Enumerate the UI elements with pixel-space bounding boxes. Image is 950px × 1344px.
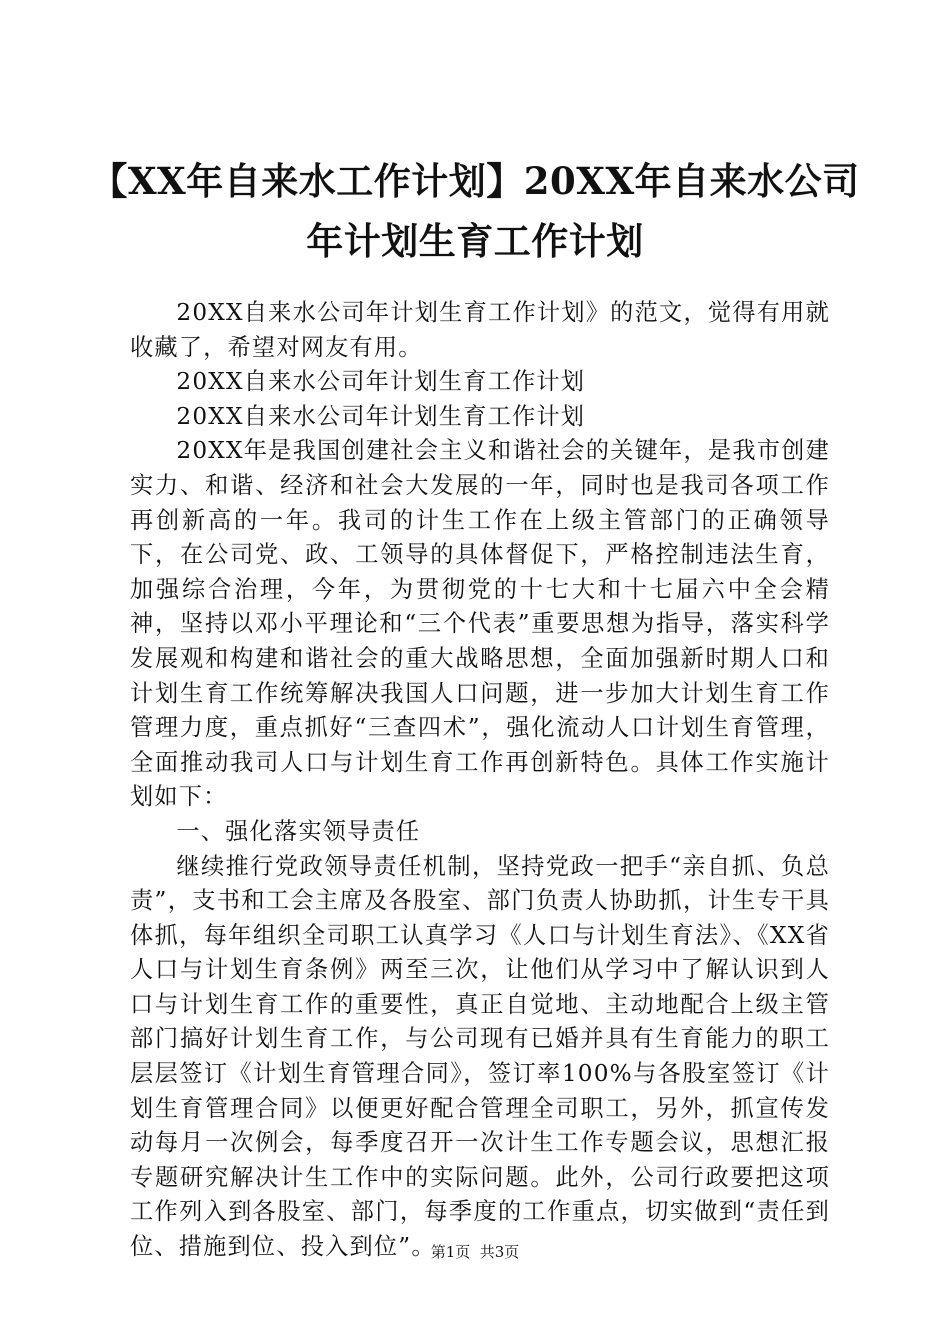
body-paragraph: 继续推行党政领导责任机制，坚持党政一把手“亲自抓、负总责”，支书和工会主席及各股室、部门负责人协助抓，计生专干具体抓，每年组织全司职工认真学习《人口与计划生育法》、《XX省人口与计划生育条例》两至三次，让他们从学习中了解认识到人口与计划生育工作的重要性，真正自觉地、主动地配合上级主管部门搞好计划生育工作，与公司现有已婚并具有生育能力的职工层层签订《计划生育管理合同》，签订率100%与各股室签订《计划生育管理合同》以便更好配合管理全司职工，另外，抓宣传发动每月一次例会，每季度召开一次计生工作专题会议，思想汇报专题研究解决计生工作中的实际问题。此外，公司行政要把这项工作列入到各股室、部门，每季度的工作重点，切实做到“责任到位、措施到位、投入到位”。: [130, 852, 830, 1261]
subheading-paragraph: 20XX自来水公司年计划生育工作计划: [176, 368, 586, 396]
intro-paragraph: 20XX自来水公司年计划生育工作计划》的范文，觉得有用就收藏了，希望对网友有用。: [130, 299, 830, 361]
document-title-line-1: 【XX年自来水工作计划】20XX年自来水公司: [90, 159, 860, 203]
subheading-paragraph: 20XX自来水公司年计划生育工作计划: [176, 402, 586, 430]
document-body: [130, 296, 830, 1265]
body-paragraph: 20XX年是我国创建社会主义和谐社会的关键年，是我市创建实力、和谐、经济和社会大发展的一年，同时也是我司各项工作再创新高的一年。我司的计生工作在上级主管部门的正确领导下，在公司党、政、工领导的具体督促下，严格控制违法生育，加强综合治理，今年，为贯彻党的十七大和十七届六中全会精神，坚持以邓小平理论和“三个代表”重要思想为指导，落实科学发展观和构建和谐社会的重大战略思想，全面加强新时期人口和计划生育工作统筹解决我国人口问题，进一步加大计划生育工作管理力度，重点抓好“三查四术”，强化流动人口计划生育管理，全面推动我司人口与计划生育工作再创新特色。具体工作实施计划如下：: [130, 437, 830, 811]
page-number-indicator: 第1页 共3页: [430, 1243, 520, 1261]
page-footer: [0, 1242, 950, 1262]
section-heading: 一、强化落实领导责任: [176, 817, 421, 845]
document-title-line-2: 年计划生育工作计划: [306, 219, 644, 263]
